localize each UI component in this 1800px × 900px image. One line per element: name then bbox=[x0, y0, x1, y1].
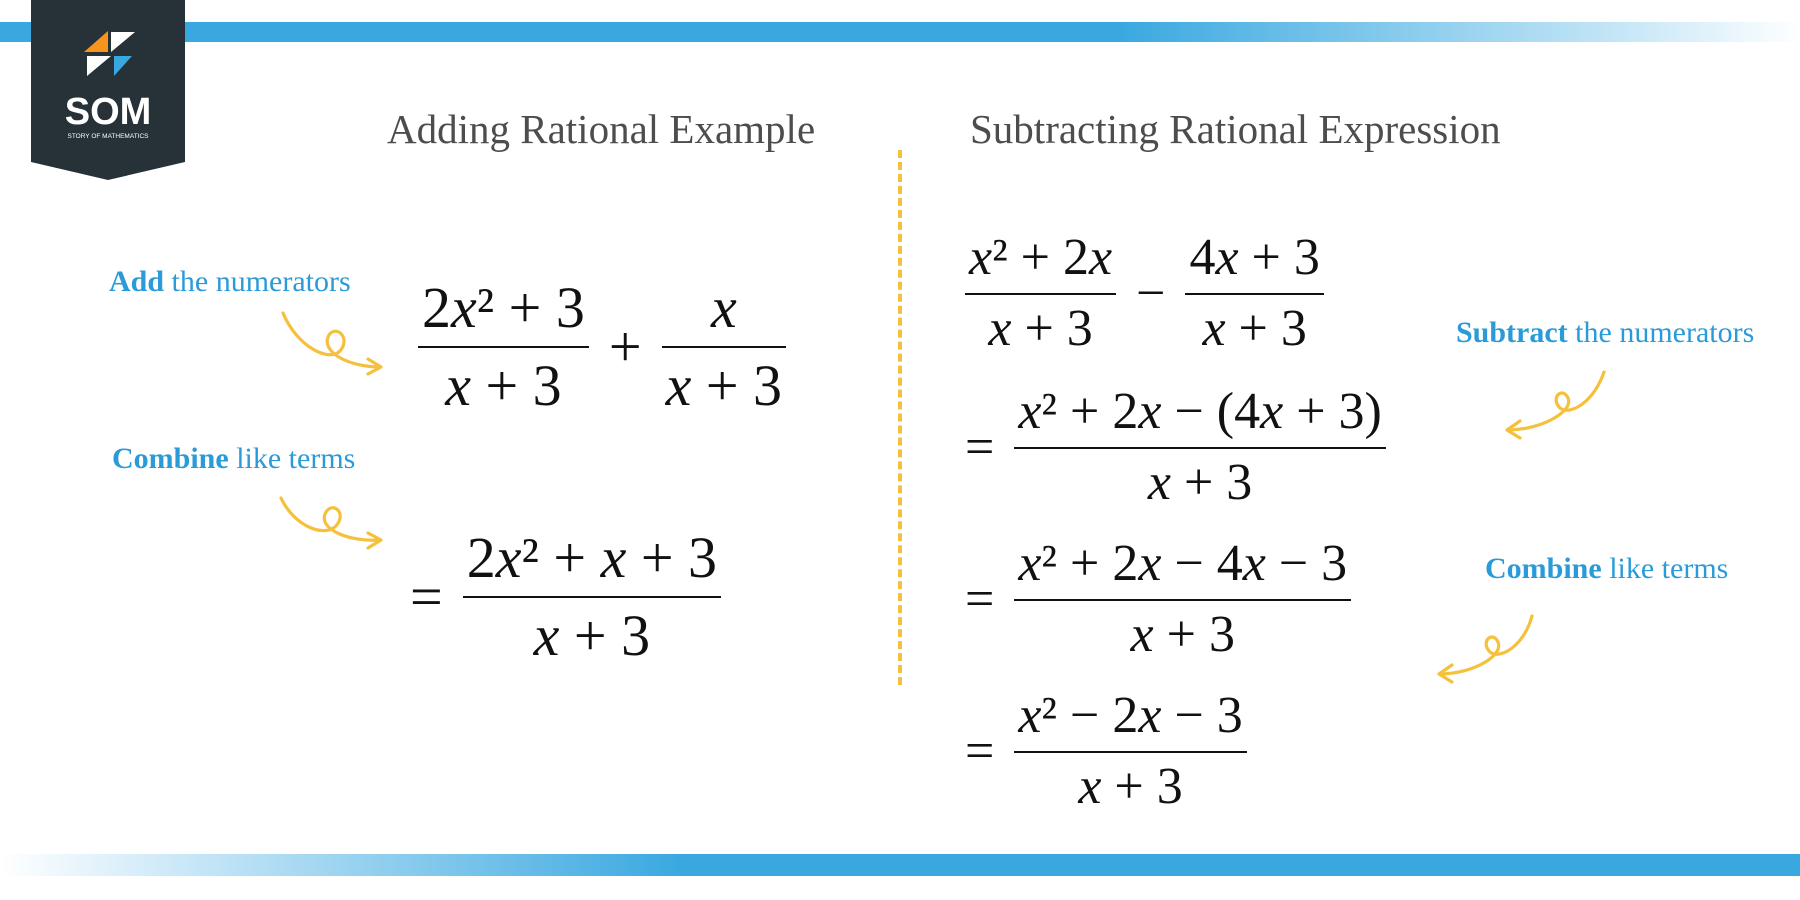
annotation-subtract-numerators: Subtract the numerators bbox=[1456, 316, 1755, 349]
adding-expression-1 bbox=[410, 274, 794, 419]
denominator: x + 3 bbox=[1147, 454, 1253, 511]
operator: + bbox=[608, 314, 642, 379]
adding-title: Adding Rational Example bbox=[387, 106, 816, 152]
fraction bbox=[1185, 228, 1323, 358]
equals-sign: = bbox=[965, 722, 995, 780]
logo-text: SOM bbox=[64, 91, 152, 133]
denominator: x + 3 bbox=[1078, 758, 1183, 815]
section-divider bbox=[898, 150, 902, 685]
denominator: x + 3 bbox=[533, 603, 651, 668]
subtracting-expression-4 bbox=[965, 686, 1255, 816]
adding-expression-2 bbox=[410, 524, 729, 669]
denominator: x + 3 bbox=[988, 300, 1093, 357]
logo-tagline: STORY OF MATHEMATICS bbox=[67, 133, 149, 140]
denominator: x + 3 bbox=[1130, 606, 1235, 663]
subtracting-expression-1 bbox=[965, 228, 1332, 358]
numerator: x² + 2x − 4x − 3 bbox=[1018, 535, 1348, 592]
numerator: 2x² + 3 bbox=[422, 275, 585, 340]
denominator: x + 3 bbox=[1202, 300, 1307, 357]
numerator: x² + 2x bbox=[969, 229, 1113, 286]
numerator: x² − 2x − 3 bbox=[1018, 687, 1243, 744]
fraction bbox=[418, 274, 589, 419]
fraction bbox=[662, 274, 786, 419]
subtracting-title: Subtracting Rational Expression bbox=[970, 106, 1501, 152]
denominator: x + 3 bbox=[445, 353, 562, 418]
operator: − bbox=[1136, 264, 1166, 322]
numerator: x² + 2x − (4x + 3) bbox=[1018, 383, 1382, 440]
som-logo bbox=[31, 0, 185, 180]
fraction bbox=[965, 228, 1116, 358]
curly-arrow-icon bbox=[278, 305, 388, 375]
equals-sign: = bbox=[965, 418, 995, 476]
equals-sign: = bbox=[410, 564, 443, 629]
subtracting-expression-2 bbox=[965, 382, 1394, 512]
annotation-add-numerators: Add the numerators bbox=[109, 265, 351, 298]
numerator: 4x + 3 bbox=[1189, 229, 1320, 286]
bottom-banner-bar bbox=[0, 854, 1800, 876]
fraction bbox=[463, 524, 721, 669]
fraction bbox=[1014, 686, 1246, 816]
numerator: 2x² + x + 3 bbox=[466, 525, 718, 590]
curly-arrow-icon bbox=[1500, 368, 1610, 440]
annotation-combine-left: Combine like terms bbox=[112, 442, 356, 475]
numerator: x bbox=[710, 275, 737, 340]
fraction bbox=[1014, 382, 1386, 512]
curly-arrow-icon bbox=[1432, 612, 1542, 684]
subtracting-expression-3 bbox=[965, 534, 1359, 664]
equals-sign: = bbox=[965, 570, 995, 628]
denominator: x + 3 bbox=[665, 353, 783, 418]
curly-arrow-icon bbox=[276, 488, 386, 558]
fraction bbox=[1014, 534, 1351, 664]
top-banner-bar bbox=[0, 22, 1800, 42]
annotation-combine-right: Combine like terms bbox=[1485, 552, 1729, 585]
